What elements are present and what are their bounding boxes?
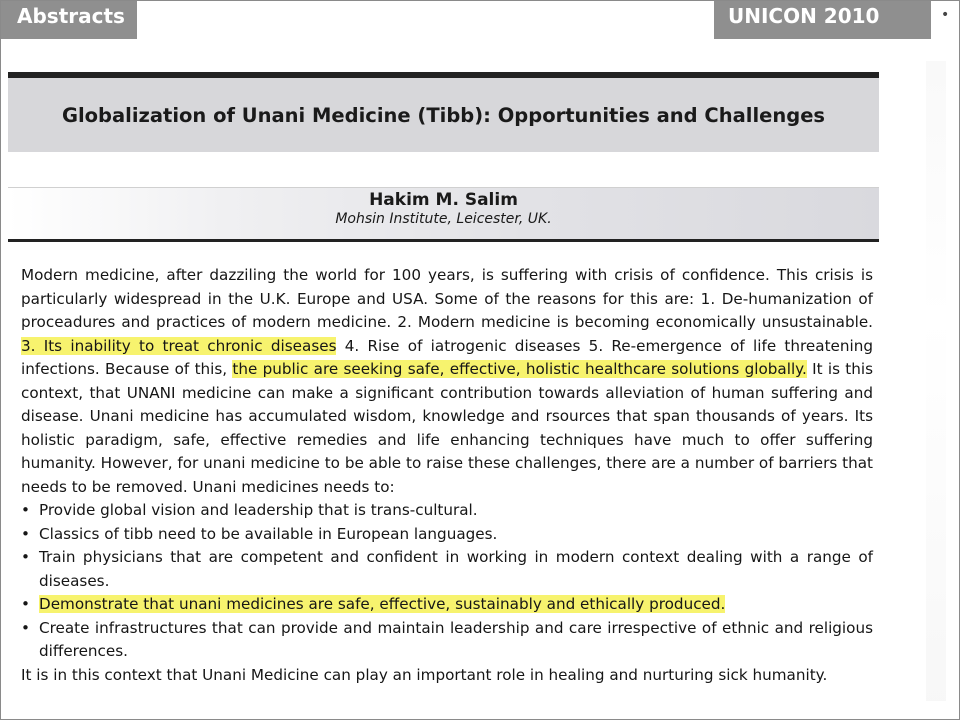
list-item-text: Demonstrate that unani medicines are safe, effective, sustainably and ethically produced.	[39, 595, 726, 613]
bullet-icon: •	[21, 548, 30, 566]
highlighted-text: the public are seeking safe, effective, holistic healthcare solutions globally.	[232, 360, 807, 378]
text-segment: 4. Rise of iatrogenic diseases 5. Re-emergence of life threatening infections. Because of this,	[21, 336, 873, 378]
list-item	[21, 617, 873, 664]
author-band	[8, 187, 879, 242]
list-item	[21, 523, 873, 547]
list-item	[21, 593, 873, 617]
bullet-icon: •	[21, 524, 30, 543]
highlighted-text: 3. Its inability to treat chronic diseases	[21, 336, 337, 355]
list-item	[21, 499, 873, 523]
intro-paragraph	[21, 264, 873, 499]
scan-margin-shadow	[926, 61, 946, 701]
list-item	[21, 546, 873, 593]
list-item-text: Create infrastructures that can provide and maintain leadership and care irrespective of ethnic and religious differences.	[39, 618, 873, 660]
text-segment: Modern medicine, after dazziling the world for 100 years, is suffering with crisis of confidence. This crisis is particularly widespread in the U.K. Europe and USA. Some of the reasons for this are: 1. De-humanization of proceadures and practices of modern medicine. 2. Modern medicine is becoming economically unsustainable.	[21, 266, 873, 331]
corner-mark: •	[941, 7, 950, 23]
bullet-icon: •	[21, 618, 30, 637]
list-item-text: Train physicians that are competent and confident in working in modern context dealing with a range of diseases.	[39, 548, 873, 590]
text-segment: It is this context, that UNANI medicine can make a significant contribution towards alleviation of human suffering and disease. Unani medicine has accumulated wisdom, knowledge and rsources that span thousands of years. Its holistic paradigm, safe, effective remedies and life enhancing techniques have much to offer suffering humanity. However, for unani medicine to be able to raise these challenges, there are a number of barriers that needs to be removed. Unani medicines needs to:	[21, 360, 874, 496]
closing-paragraph: It is in this context that Unani Medicine can play an important role in healing and nurturing sick humanity.	[21, 665, 828, 684]
abstract-body	[21, 264, 873, 687]
paper-title: Globalization of Unani Medicine (Tibb): Opportunities and Challenges	[61, 104, 826, 127]
barriers-list	[21, 499, 873, 664]
bullet-icon: •	[21, 501, 30, 519]
list-item-text: Provide global vision and leadership that is trans-cultural.	[39, 501, 478, 519]
conference-tab: UNICON 2010	[714, 1, 931, 39]
section-tab-abstracts: Abstracts	[1, 1, 137, 39]
author-name: Hakim M. Salim	[369, 190, 518, 210]
author-affiliation: Mohsin Institute, Leicester, UK.	[335, 211, 552, 227]
bullet-icon: •	[21, 595, 30, 613]
list-item-text: Classics of tibb need to be available in European languages.	[39, 524, 498, 543]
title-band	[8, 72, 879, 152]
